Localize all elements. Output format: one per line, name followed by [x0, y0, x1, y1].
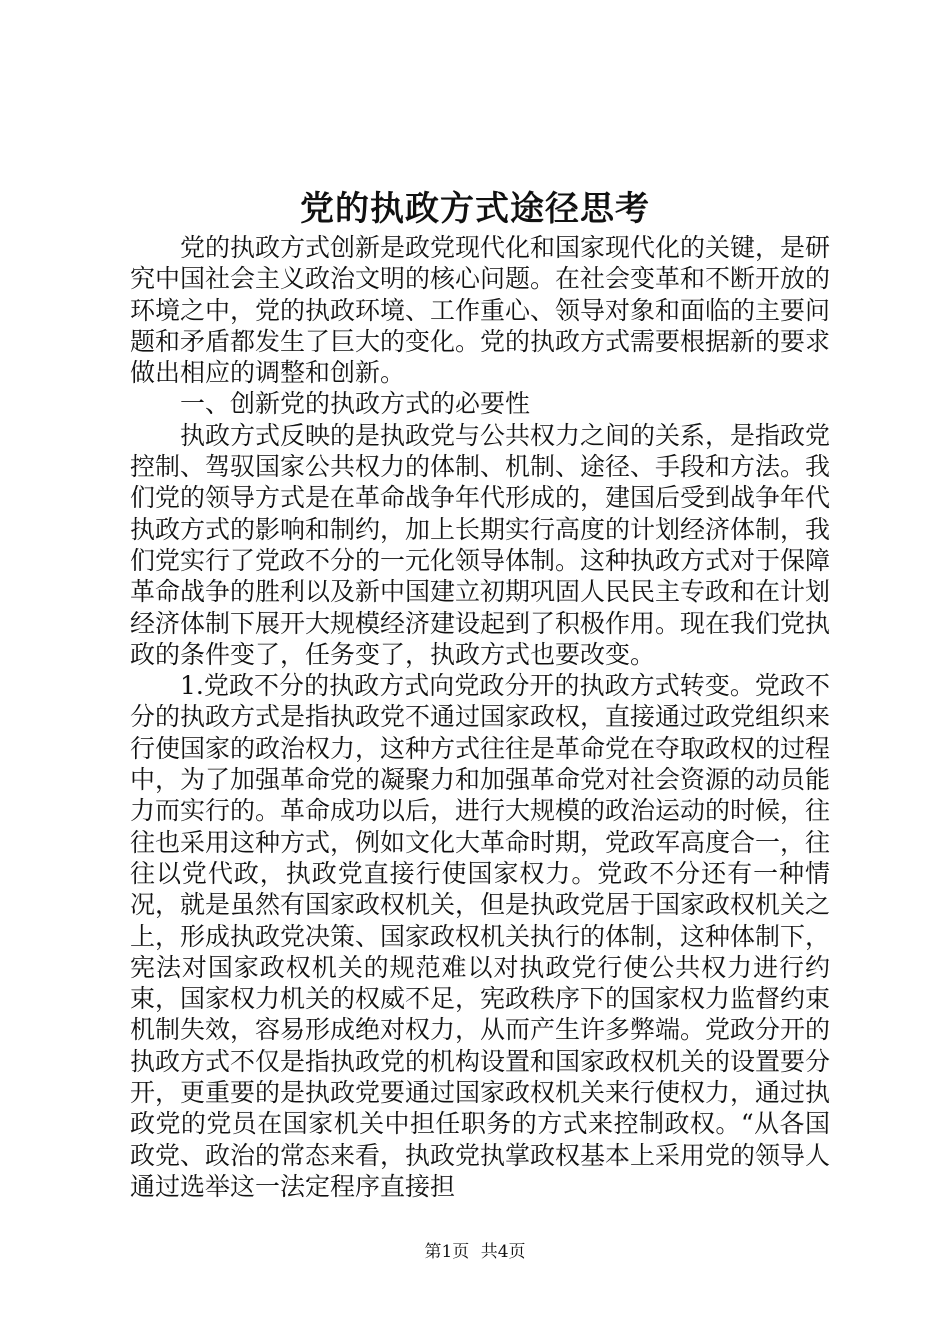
paragraph-governing-mode: 执政方式反映的是执政党与公共权力之间的关系，是指政党控制、驾驭国家公共权力的体制、机制、途径、手段和方法。我们党的领导方式是在革命战争年代形成的，建国后受到战争年代执政方式的影响和制约，加上长期实行高度的计划经济体制，我们党实行了党政不分的一元化领导体制。这种执政方式对于保障革命战争的胜利以及新中国建立初期巩固人民民主专政和在计划经济体制下展开大规模经济建设起到了积极作用。现在我们党执政的条件变了，任务变了，执政方式也要改变。: [130, 420, 831, 669]
document-title: 党的执政方式途径思考: [300, 189, 650, 229]
section-heading-necessity: 一、创新党的执政方式的必要性: [180, 389, 531, 419]
page-number: 第1页: [424, 1242, 470, 1262]
document-body: [130, 232, 830, 1202]
paragraph-intro: 党的执政方式创新是政党现代化和国家现代化的关键，是研究中国社会主义政治文明的核心问题。在社会变革和不断开放的环境之中，党的执政环境、工作重心、领导对象和面临的主要问题和矛盾都发生了巨大的变化。党的执政方式需要根据新的要求做出相应的调整和创新。: [130, 233, 831, 388]
page-total: 共4页: [480, 1242, 526, 1262]
page-footer: [0, 1240, 950, 1264]
paragraph-party-government-separation: 1.党政不分的执政方式向党政分开的执政方式转变。党政不分的执政方式是指执政党不通过国家政权，直接通过政党组织来行使国家的政治权力，这种方式往往是革命党在夺取政权的过程中，为了加强革命党的凝聚力和加强革命党对社会资源的动员能力而实行的。革命成功以后，进行大规模的政治运动的时候，往往也采用这种方式，例如文化大革命时期，党政军高度合一，往往以党代政，执政党直接行使国家权力。党政不分还有一种情况，就是虽然有国家政权机关，但是执政党居于国家政权机关之上，形成执政党决策、国家政权机关执行的体制，这种体制下，宪法对国家政权机关的规范难以对执政党行使公共权力进行约束，国家权力机关的权威不足，宪政秩序下的国家权力监督约束机制失效，容易形成绝对权力，从而产生许多弊端。党政分开的执政方式不仅是指执政党的机构设置和国家政权机关的设置要分开，更重要的是执政党要通过国家政权机关来行使权力，通过执政党的党员在国家机关中担任职务的方式来控制政权。“从各国政党、政治的常态来看，执政党执掌政权基本上采用党的领导人通过选举这一法定程序直接担: [130, 671, 831, 1201]
